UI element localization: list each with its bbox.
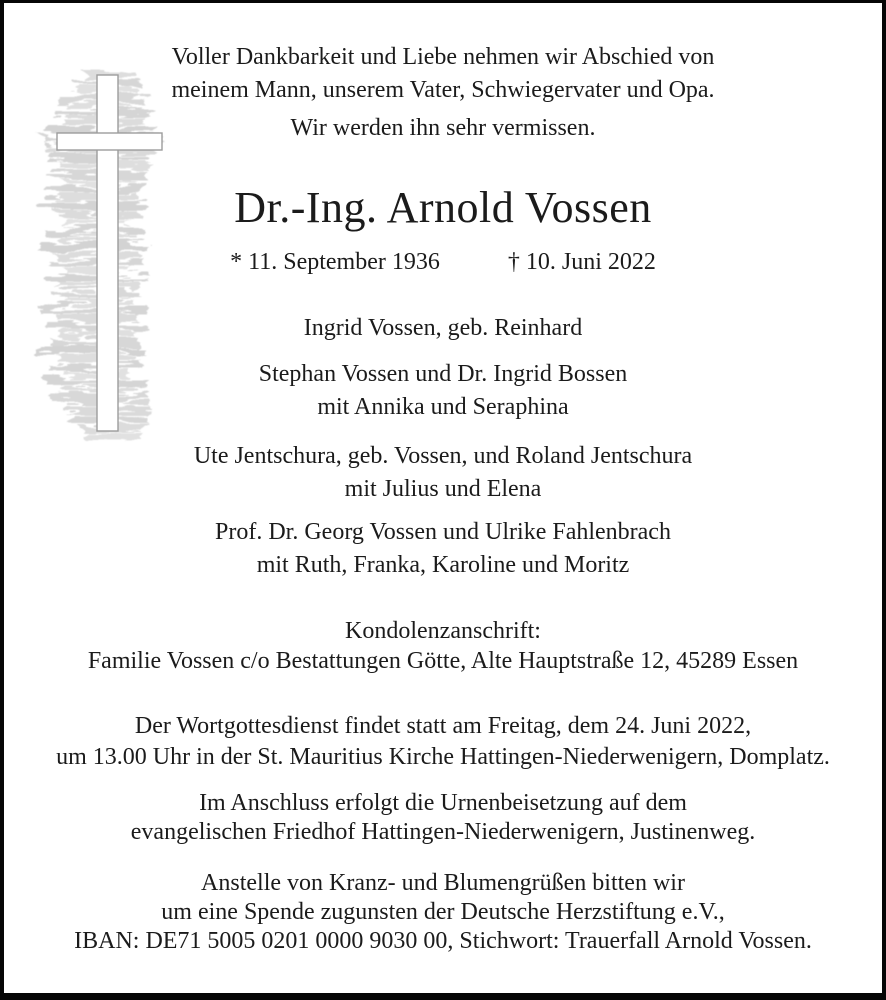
birth-date: * 11. September 1936 [230, 249, 440, 275]
condolence-block [4, 616, 882, 676]
service-block [4, 711, 882, 773]
service-line-1: Der Wortgottesdienst findet statt am Freitag, dem 24. Juni 2022, [134, 713, 752, 739]
farewell-line: Wir werden ihn sehr vermissen. [290, 115, 596, 141]
mourner-line: Ingrid Vossen, geb. Reinhard [303, 315, 583, 341]
service-line-2: um 13.00 Uhr in der St. Mauritius Kirche Hattingen-Niederwenigern, Domplatz. [56, 744, 830, 770]
death-date: † 10. Juni 2022 [507, 249, 656, 275]
mourner-group-4 [4, 516, 882, 582]
mourner-line: Ute Jentschura, geb. Vossen, und Roland Jentschura [193, 443, 693, 469]
intro-line-1: Voller Dankbarkeit und Liebe nehmen wir Abschied von [171, 44, 715, 70]
mourner-group-3 [4, 440, 882, 506]
mourner-line: Prof. Dr. Georg Vossen und Ulrike Fahlenbrach [215, 519, 671, 545]
life-dates [4, 246, 882, 279]
donation-block [4, 869, 882, 956]
donation-line-2: um eine Spende zugunsten der Deutsche Herzstiftung e.V., [161, 899, 725, 925]
intro-line-2: meinem Mann, unserem Vater, Schwiegervater und Opa. [171, 77, 715, 103]
burial-block [4, 789, 882, 847]
mourner-line: mit Ruth, Franka, Karoline und Moritz [256, 552, 630, 578]
intro-text [4, 41, 882, 107]
deceased-name: Dr.-Ing. Arnold Vossen [234, 183, 652, 232]
donation-line-1: Anstelle von Kranz- und Blumengrüßen bitten wir [201, 870, 685, 896]
mourner-group-2 [4, 358, 882, 424]
burial-line-1: Im Anschluss erfolgt die Urnenbeisetzung auf dem [199, 790, 687, 816]
mourner-line: mit Julius und Elena [344, 476, 542, 502]
mourner-line: Stephan Vossen und Dr. Ingrid Bossen [258, 361, 628, 387]
mourner-line: mit Annika und Seraphina [317, 394, 569, 420]
mourner-group-1 [4, 312, 882, 345]
condolence-heading: Kondolenzanschrift: [345, 618, 541, 644]
burial-line-2: evangelischen Friedhof Hattingen-Niederwenigern, Justinenweg. [130, 819, 756, 845]
condolence-address: Familie Vossen c/o Bestattungen Götte, Alte Hauptstraße 12, 45289 Essen [87, 648, 799, 674]
donation-line-3: IBAN: DE71 5005 0201 0000 9030 00, Stichwort: Trauerfall Arnold Vossen. [74, 928, 812, 954]
